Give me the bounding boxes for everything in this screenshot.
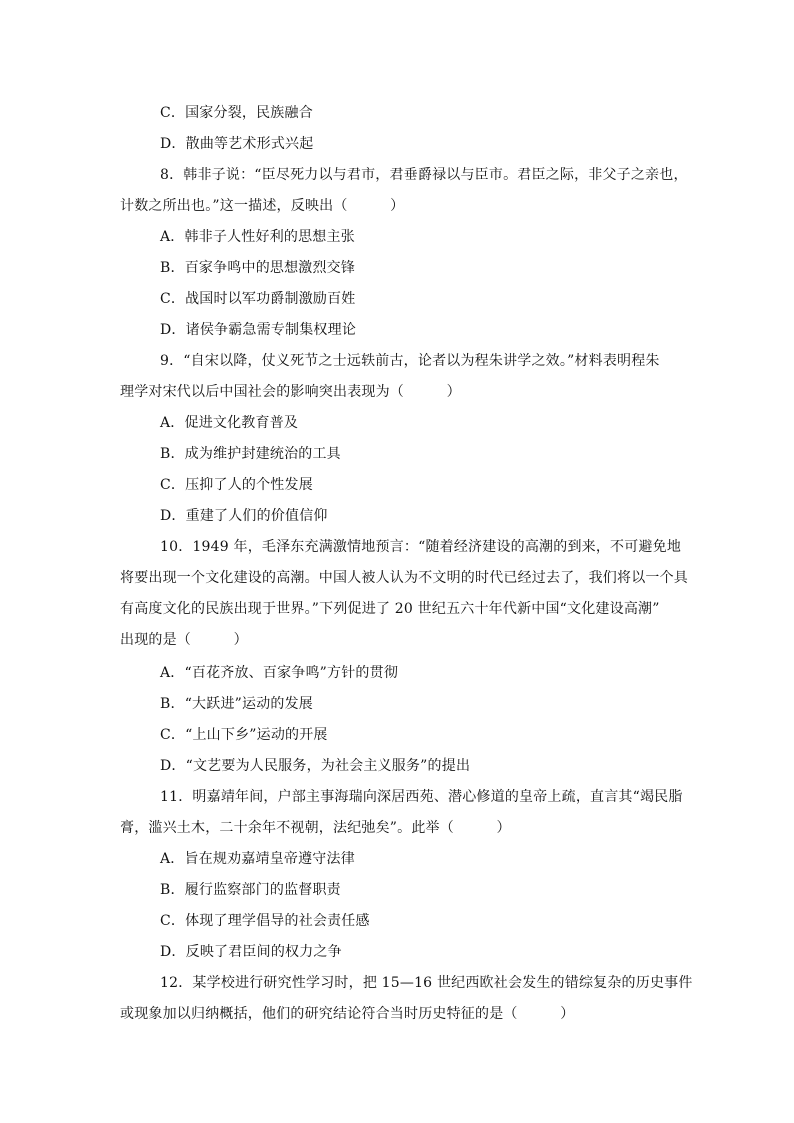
q9-option-c: C．压抑了人的个性发展 [160,477,313,493]
q8-stem-line-1: 8．韩非子说：“臣尽死力以与君市，君垂爵禄以与臣市。君臣之际，非父子之亲也， [160,167,688,183]
q7-option-d: D．散曲等艺术形式兴起 [160,136,314,152]
q10-option-c: C．“上山下乡”运动的开展 [160,727,328,743]
q11-option-c: C．体现了理学倡导的社会责任感 [160,913,370,929]
q10-stem-line-2: 将要出现一个文化建设的高潮。中国人被人认为不文明的时代已经过去了，我们将以一个具 [120,570,688,586]
q8-option-c: C．战国时以军功爵制激励百姓 [160,291,356,307]
q11-stem-line-1: 11．明嘉靖年间，户部主事海瑞向深居西苑、潜心修道的皇帝上疏，直言其“竭民脂 [160,789,683,805]
q11-option-b: B．履行监察部门的监督职责 [160,882,341,898]
q8-stem-line-2: 计数之所出也。”这一描述，反映出（ ） [120,198,405,214]
q8-option-a: A．韩非子人性好利的思想主张 [160,229,355,245]
q8-option-d: D．诸侯争霸急需专制集权理论 [160,322,357,338]
q9-stem-line-2: 理学对宋代以后中国社会的影响突出表现为（ ） [120,384,461,400]
q9-option-a: A．促进文化教育普及 [160,415,299,431]
q9-option-b: B．成为维护封建统治的工具 [160,446,341,462]
q10-option-b: B．“大跃进”运动的发展 [160,696,314,712]
q10-stem-line-4: 出现的是（ ） [120,632,248,648]
q11-option-d: D．反映了君臣间的权力之争 [160,944,342,960]
q11-stem-line-2: 膏，滥兴土木，二十余年不视朝，法纪弛矣”。此举（ ） [120,820,511,836]
q8-option-b: B．百家争鸣中的思想激烈交锋 [160,260,356,276]
q10-stem-line-1: 10．1949 年，毛泽东充满激情地预言：“随着经济建设的高潮的到来，不可避免地 [160,539,682,555]
q10-option-a: A．“百花齐放、百家争鸣”方针的贯彻 [160,665,399,681]
q11-option-a: A．旨在规劝嘉靖皇帝遵守法律 [160,851,355,867]
q9-stem-line-1: 9．“自宋以降，仗义死节之士远轶前古，论者以为程朱讲学之效。”材料表明程朱 [160,353,660,369]
q10-stem-line-3: 有高度文化的民族出现于世界。”下列促进了 20 世纪五六十年代新中国“文化建设高潮” [120,601,660,617]
q12-stem-line-2: 或现象加以归纳概括，他们的研究结论符合当时历史特征的是（ ） [120,1006,575,1022]
q7-option-c: C．国家分裂，民族融合 [160,105,313,121]
q10-option-d: D．“文艺要为人民服务，为社会主义服务”的提出 [160,758,471,774]
q12-stem-line-1: 12．某学校进行研究性学习时，把 15—16 世纪西欧社会发生的错综复杂的历史事件 [160,975,693,991]
q9-option-d: D．重建了人们的价值信仰 [160,508,328,524]
